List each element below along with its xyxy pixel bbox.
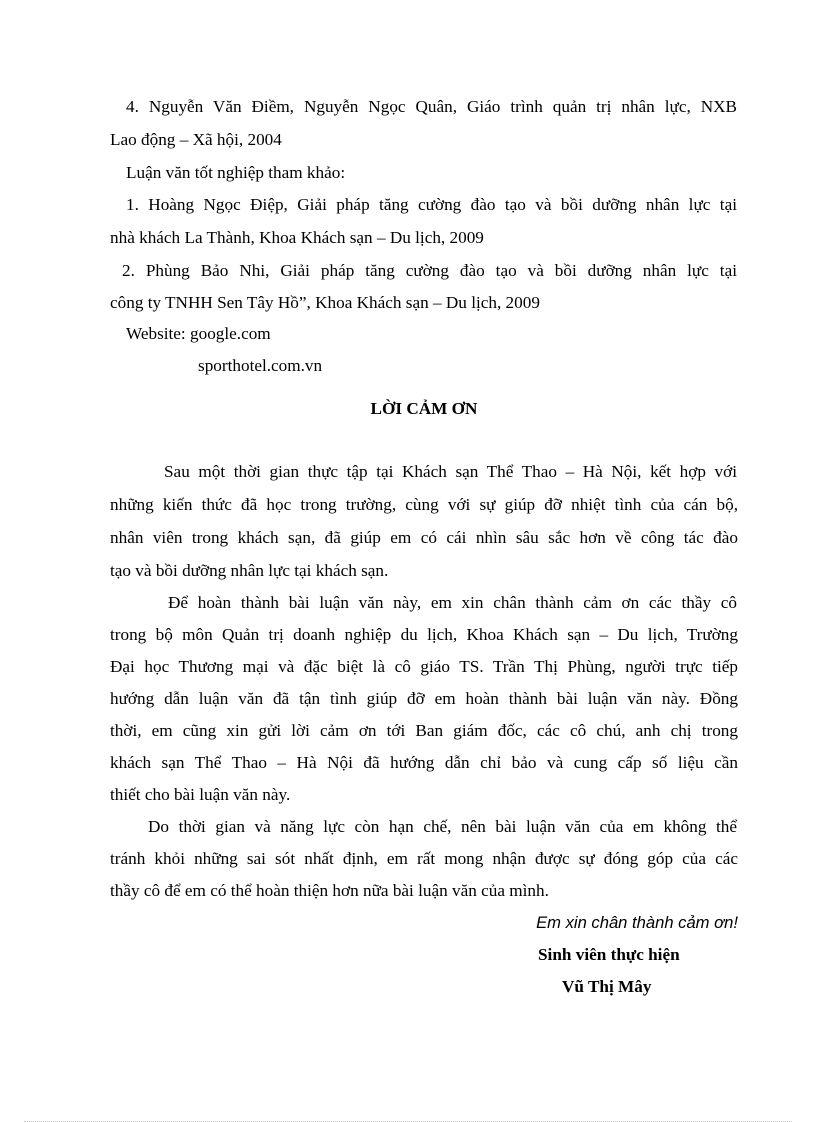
thesis-heading: Luận văn tốt nghiệp tham khảo: [126,163,346,182]
reference-book-line-1: 4. Nguyễn Văn Điềm, Nguyễn Ngọc Quân, Giáo trình quản trị nhân lực, NXB [126,97,737,116]
thesis-1-line-1: 1. Hoàng Ngọc Điệp, Giải pháp tăng cường đào tạo và bồi dưỡng nhân lực tại [126,195,737,214]
ack-p2-line-2: trong bộ môn Quản trị doanh nghiệp du lịch, Khoa Khách sạn – Du lịch, Trường [110,625,738,644]
ack-p1-line-4: tạo và bồi dưỡng nhân lực tại khách sạn. [110,561,389,580]
thesis-2-line-2: công ty TNHH Sen Tây Hồ”, Khoa Khách sạn – Du lịch, 2009 [110,293,540,312]
signer-name: Vũ Thị Mây [562,977,652,996]
ack-p3-line-2: tránh khỏi những sai sót nhất định, em rất mong nhận được sự đóng góp của các [110,849,738,868]
ack-p2-line-3: Đại học Thương mại và đặc biệt là cô giáo TS. Trần Thị Phùng, người trực tiếp [110,657,738,676]
ack-p1-line-1: Sau một thời gian thực tập tại Khách sạn Thể Thao – Hà Nội, kết hợp với [164,462,737,481]
ack-p1-line-2: những kiến thức đã học trong trường, cùng với sự giúp đỡ nhiệt tình của cán bộ, [110,495,738,514]
website-line: Website: google.com [126,324,271,343]
closing-thanks: Em xin chân thành cảm ơn! [536,913,738,932]
website-line-2: sporthotel.com.vn [198,356,323,375]
ack-p2-line-5: thời, em cũng xin gửi lời cảm ơn tới Ban giám đốc, các cô chú, anh chị trong [110,721,738,740]
thesis-2-line-1: 2. Phùng Bảo Nhi, Giải pháp tăng cường đào tạo và bồi dưỡng nhân lực tại [122,261,737,280]
ack-p2-line-7: thiết cho bài luận văn này. [110,785,291,804]
ack-p2-line-6: khách sạn Thể Thao – Hà Nội đã hướng dẫn chỉ bảo và cung cấp số liệu cần [110,753,738,772]
signer-role: Sinh viên thực hiện [538,945,680,964]
ack-p2-line-4: hướng dẫn luận văn đã tận tình giúp đỡ em hoàn thành bài luận văn này. Đồng [110,689,738,708]
ack-p2-line-1: Để hoàn thành bài luận văn này, em xin chân thành cảm ơn các thầy cô [168,593,737,612]
thesis-1-line-2: nhà khách La Thành, Khoa Khách sạn – Du lịch, 2009 [110,228,484,247]
acknowledgement-title: LỜI CẢM ƠN [370,399,478,418]
ack-p3-line-3: thầy cô để em có thể hoàn thiện hơn nữa bài luận văn của mình. [110,881,549,900]
ack-p3-line-1: Do thời gian và năng lực còn hạn chế, nên bài luận văn của em không thể [148,817,737,836]
page-bottom-rule [24,1121,792,1122]
reference-book-line-2: Lao động – Xã hội, 2004 [110,130,282,149]
ack-p1-line-3: nhân viên trong khách sạn, đã giúp em có cái nhìn sâu sắc hơn về công tác đào [110,528,738,547]
